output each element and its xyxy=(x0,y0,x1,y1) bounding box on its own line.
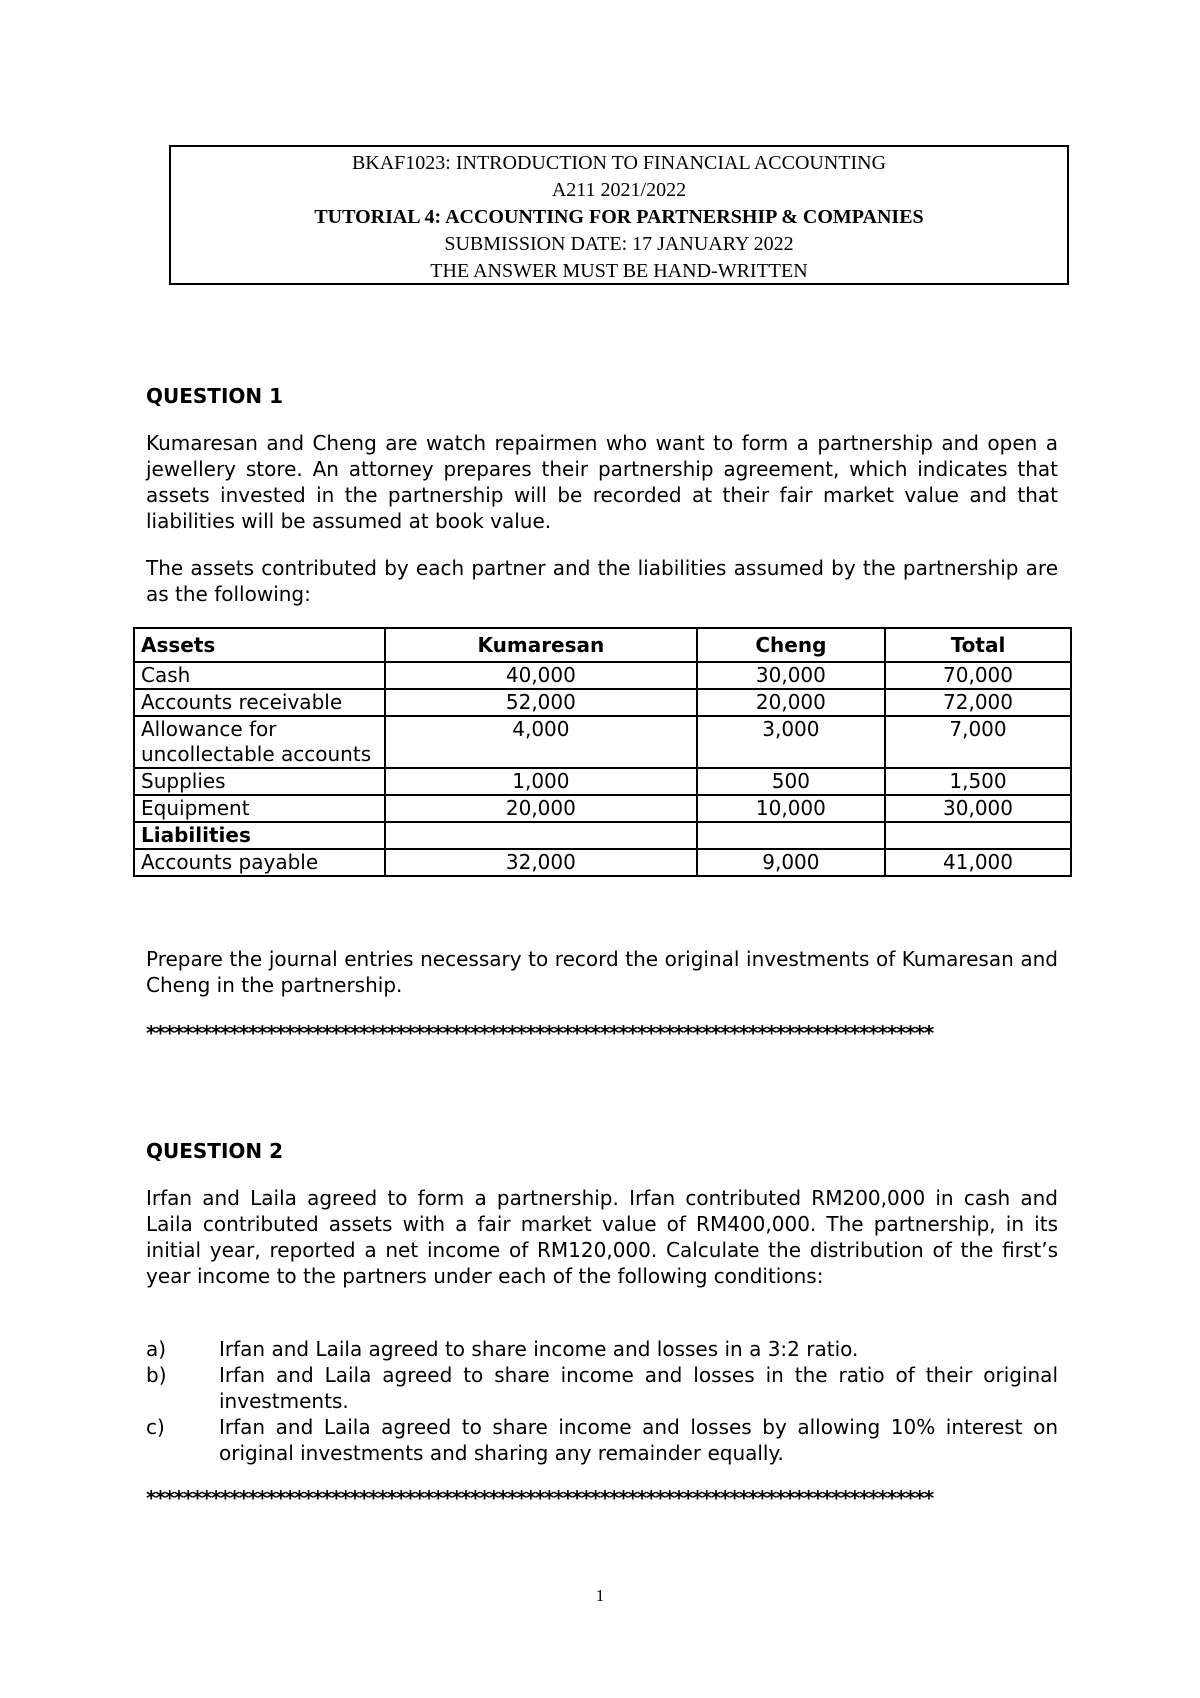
table-cell: Accounts receivable xyxy=(134,689,385,716)
course-title: BKAF1023: INTRODUCTION TO FINANCIAL ACCOUNTING xyxy=(351,152,887,174)
table-cell: Supplies xyxy=(134,768,385,795)
table-cell: 1,000 xyxy=(385,768,697,795)
question-1-text xyxy=(146,430,1058,534)
table-cell: Liabilities xyxy=(134,822,385,849)
question-1-instruction-block xyxy=(146,946,1058,998)
table-cell: Accounts payable xyxy=(134,849,385,876)
document-header xyxy=(169,145,1069,285)
table-row xyxy=(134,689,1071,716)
page-number: 1 xyxy=(595,1586,605,1605)
table-cell: 70,000 xyxy=(885,662,1071,689)
table-header-cell: Total xyxy=(885,628,1071,662)
semester: A211 2021/2022 xyxy=(551,179,687,201)
question-1-text-2 xyxy=(146,555,1058,607)
question-2-conditions xyxy=(146,1336,1058,1466)
list-item xyxy=(146,1336,1058,1362)
question-1-paragraph-1: Kumaresan and Cheng are watch repairmen who want to form a partnership and open a jewellery store. An attorney prepares their partnership agreement, which indicates that assets invested in the partnership will be recorded at their fair market value and that liabilities will be assumed at book value. xyxy=(146,431,1058,533)
table-header-cell: Cheng xyxy=(697,628,885,662)
question-2-section xyxy=(146,1138,1058,1164)
list-text: Irfan and Laila agreed to share income and losses by allowing 10% interest on original investments and sharing any remainder equally. xyxy=(219,1415,1058,1465)
table-row xyxy=(134,662,1071,689)
table-header-cell: Assets xyxy=(134,628,385,662)
table-cell: 20,000 xyxy=(697,689,885,716)
table-cell: 9,000 xyxy=(697,849,885,876)
table-cell: 30,000 xyxy=(697,662,885,689)
table-cell: 10,000 xyxy=(697,795,885,822)
table-cell: 32,000 xyxy=(385,849,697,876)
table-row xyxy=(134,822,1071,849)
table-cell: Allowance for uncollectable accounts xyxy=(134,716,385,768)
table-cell xyxy=(697,822,885,849)
table-row xyxy=(134,849,1071,876)
table-cell xyxy=(885,822,1071,849)
table-row xyxy=(134,795,1071,822)
table-cell: 1,500 xyxy=(885,768,1071,795)
table-cell: 40,000 xyxy=(385,662,697,689)
table-cell: Cash xyxy=(134,662,385,689)
table-cell: 500 xyxy=(697,768,885,795)
tutorial-title: TUTORIAL 4: ACCOUNTING FOR PARTNERSHIP & COMPANIES xyxy=(314,206,924,228)
table-cell: 72,000 xyxy=(885,689,1071,716)
table-cell: 3,000 xyxy=(697,716,885,768)
table-cell: 30,000 xyxy=(885,795,1071,822)
table-cell: 7,000 xyxy=(885,716,1071,768)
separator-1: ************************************************************************************* xyxy=(146,1021,934,1045)
question-1-paragraph-2: The assets contributed by each partner and the liabilities assumed by the partnership are as the following: xyxy=(146,556,1058,606)
question-2-paragraph-1: Irfan and Laila agreed to form a partnership. Irfan contributed RM200,000 in cash and Laila contributed assets with a fair market value of RM400,000. The partnership, in its initial year, reported a net income of RM120,000. Calculate the distribution of the first’s year income to the partners under each of the following conditions: xyxy=(146,1186,1058,1288)
table-row xyxy=(134,768,1071,795)
list-text: Irfan and Laila agreed to share income and losses in a 3:2 ratio. xyxy=(219,1337,859,1361)
list-marker: b) xyxy=(146,1363,167,1387)
assets-table xyxy=(133,627,1072,877)
table-header-cell: Kumaresan xyxy=(385,628,697,662)
question-2-text xyxy=(146,1185,1058,1289)
question-2-title: QUESTION 2 xyxy=(146,1139,284,1163)
submission-date: SUBMISSION DATE: 17 JANUARY 2022 xyxy=(444,233,794,255)
separator-2: ************************************************************************************* xyxy=(146,1486,934,1510)
question-1-title: QUESTION 1 xyxy=(146,384,284,408)
answer-instruction: THE ANSWER MUST BE HAND-WRITTEN xyxy=(430,260,808,282)
question-1-instruction: Prepare the journal entries necessary to record the original investments of Kumaresan and Cheng in the partnership. xyxy=(146,947,1058,997)
list-text: Irfan and Laila agreed to share income and losses in the ratio of their original investments. xyxy=(219,1363,1058,1413)
table-row xyxy=(134,716,1071,768)
table-header-row xyxy=(134,628,1071,662)
conditions-list xyxy=(146,1336,1058,1466)
list-marker: a) xyxy=(146,1337,167,1361)
list-item xyxy=(146,1414,1058,1466)
table-cell xyxy=(385,822,697,849)
table-cell: 41,000 xyxy=(885,849,1071,876)
list-marker: c) xyxy=(146,1415,165,1439)
question-1-section xyxy=(146,383,1058,409)
list-item xyxy=(146,1362,1058,1414)
table-cell: 20,000 xyxy=(385,795,697,822)
table-cell: Equipment xyxy=(134,795,385,822)
table-cell: 52,000 xyxy=(385,689,697,716)
table-cell: 4,000 xyxy=(385,716,697,768)
